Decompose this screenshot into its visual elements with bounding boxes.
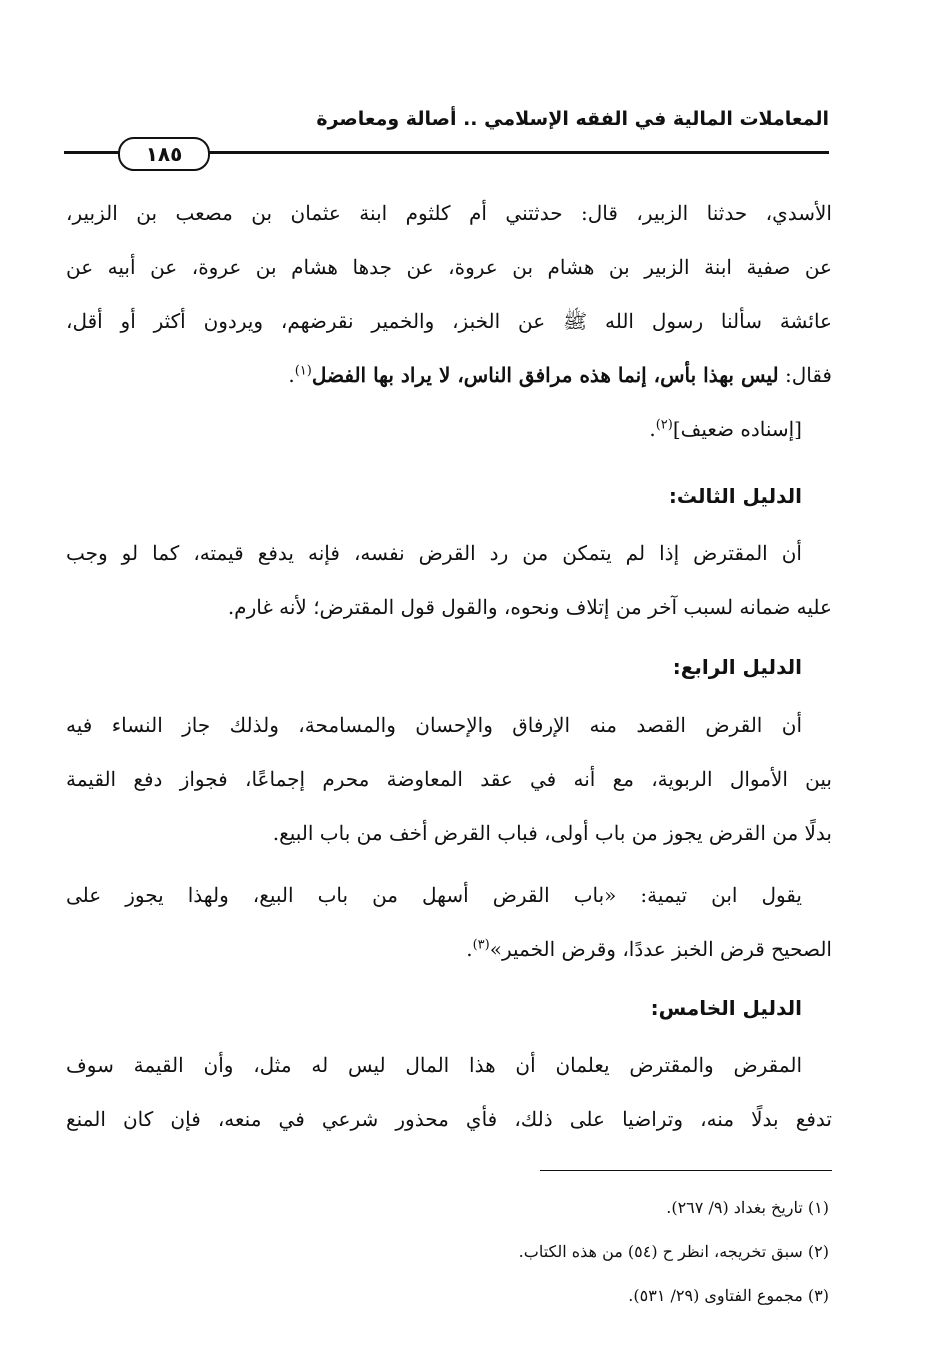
footnote-ref-1: (١) xyxy=(294,363,312,379)
text-line: الأسدي، حدثنا الزبير، قال: حدثتني أم كلثوم ابنة عثمان بن مصعب بن الزبير، xyxy=(66,201,832,225)
text-line xyxy=(66,402,832,456)
section-fourth-evidence xyxy=(66,640,832,694)
footnote-ref-2: (٢) xyxy=(655,417,673,433)
paragraph-fifth-evidence xyxy=(66,1038,832,1146)
footnote-3: (٣) مجموع الفتاوى (٢٩/ ٥٣١). xyxy=(628,1286,829,1305)
text-line: عائشة سألنا رسول الله ﷺ عن الخبز، والخمير نقرضهم، ويردون أكثر أو أقل، xyxy=(66,309,832,333)
section-heading: الدليل الثالث: xyxy=(668,484,802,508)
text-line: أن المقترض إذا لم يتمكن من رد القرض نفسه، فإنه يدفع قيمته، كما لو وجب xyxy=(66,541,802,565)
section-heading: الدليل الرابع: xyxy=(672,655,802,679)
text-fragment: الصحيح قرض الخبز عددًا، وقرض الخمير» xyxy=(489,937,832,961)
section-fifth-evidence xyxy=(66,981,832,1035)
footnote-2: (٢) سبق تخريجه، انظر ح (٥٤) من هذه الكتاب. xyxy=(518,1242,829,1261)
text-line xyxy=(66,348,832,402)
paragraph-hadith xyxy=(66,186,832,456)
text-line: يقول ابن تيمية: «باب القرض أسهل من باب البيع، ولهذا يجوز على xyxy=(66,883,802,907)
text-fragment: فقال: xyxy=(778,363,832,387)
footnote-separator xyxy=(540,1170,832,1171)
text-line: بدلًا من القرض يجوز من باب أولى، فباب القرض أخف من باب البيع. xyxy=(272,821,832,845)
text-fragment: . xyxy=(649,417,656,441)
text-line: المقرض والمقترض يعلمان أن هذا المال ليس له مثل، وأن القيمة سوف xyxy=(66,1053,802,1077)
page-number: ١٨٥ xyxy=(118,137,210,171)
text-fragment: . xyxy=(288,363,295,387)
section-heading: الدليل الخامس: xyxy=(650,996,802,1020)
text-line: تدفع بدلًا منه، وتراضيا على ذلك، فأي محذور شرعي في منعه، فإن كان المنع xyxy=(66,1107,832,1131)
footnote-1: (١) تاريخ بغداد (٩/ ٢٦٧). xyxy=(666,1198,829,1217)
isnad-note: [إسناده ضعيف] xyxy=(672,417,802,441)
footnotes xyxy=(229,1186,829,1318)
paragraph-fourth-evidence xyxy=(66,698,832,860)
paragraph-third-evidence xyxy=(66,526,832,634)
text-line xyxy=(66,922,832,976)
section-third-evidence xyxy=(66,469,832,523)
paragraph-ibn-taymiyya xyxy=(66,868,832,976)
text-line: عن صفية ابنة الزبير بن هشام بن عروة، عن جدها هشام بن عروة، عن أبيه عن xyxy=(66,255,832,279)
hadith-quote: ليس بهذا بأس، إنما هذه مرافق الناس، لا يراد بها الفضل xyxy=(311,363,779,387)
footnote-ref-3: (٣) xyxy=(472,937,490,953)
text-fragment: . xyxy=(466,937,473,961)
text-line: بين الأموال الربوية، مع أنه في عقد المعاوضة محرم إجماعًا، فجواز دفع القيمة xyxy=(66,767,832,791)
text-line: عليه ضمانه لسبب آخر من إتلاف ونحوه، والقول قول المقترض؛ لأنه غارم. xyxy=(227,595,832,619)
running-header-title: المعاملات المالية في الفقه الإسلامي .. أصالة ومعاصرة xyxy=(316,108,829,130)
text-line: أن القرض القصد منه الإرفاق والإحسان والمسامحة، ولذلك جاز النساء فيه xyxy=(66,713,802,737)
